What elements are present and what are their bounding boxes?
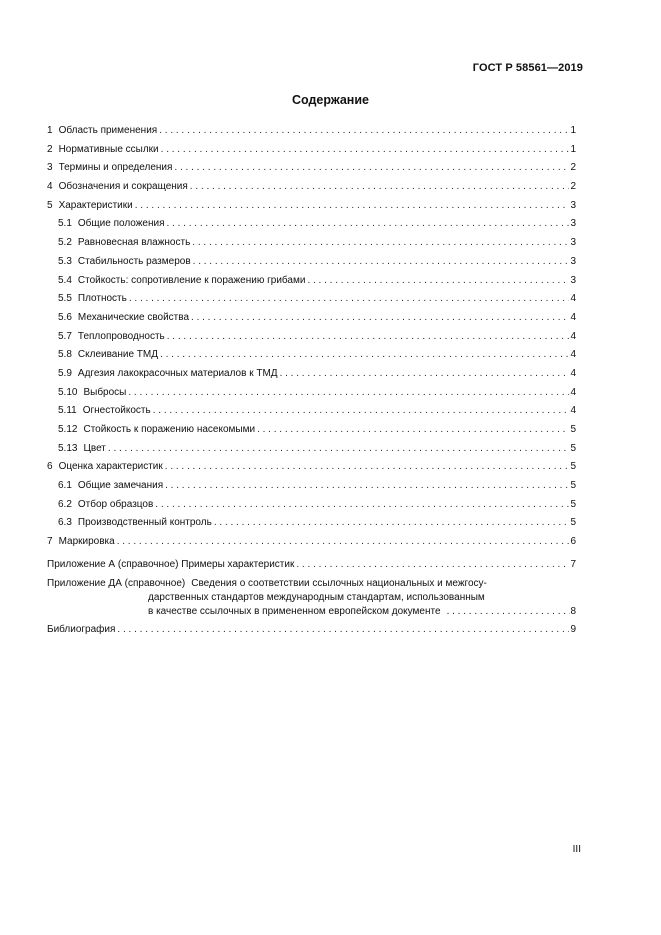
toc-entry-number: 5.1 (58, 218, 72, 230)
toc-entry-number: 6.1 (58, 480, 72, 492)
toc-entry-page: 4 (570, 367, 576, 379)
toc-entry-label: Термины и определения (58, 162, 173, 174)
page-title: Содержание (291, 93, 369, 107)
toc-entry-number: 5 (47, 199, 53, 211)
toc-entry[interactable] (47, 516, 576, 535)
toc-entry-page: 3 (570, 274, 576, 286)
toc-entry-label-line2: дарственных стандартов международным стандартам, использованным (148, 591, 485, 603)
toc-entry-number: 5.6 (58, 311, 72, 323)
toc-entry-number: 5.9 (58, 367, 72, 379)
toc-entry-page: 4 (570, 386, 576, 398)
toc-leader-dots (190, 236, 569, 249)
toc-entry-page: 5 (570, 498, 576, 510)
toc-entry-bibliography[interactable] (47, 623, 576, 642)
toc-entry-label-line1: Сведения о соответствии ссылочных национальных и межгосу- (191, 577, 487, 589)
toc-entry-page: 3 (570, 237, 576, 249)
toc-entry-number: 5.4 (58, 274, 72, 286)
document-code: ГОСТ Р 58561—2019 (472, 62, 583, 74)
toc-entry-page: 4 (570, 330, 576, 342)
toc-entry-page: 7 (570, 558, 576, 570)
toc-entry-number: 1 (47, 125, 53, 136)
toc-entry-page: 5 (570, 424, 576, 435)
toc-leader-dots (172, 161, 569, 174)
toc-entry[interactable] (47, 236, 576, 255)
toc-entry-prefix: Приложение ДА (справочное) (47, 577, 186, 589)
toc-entry-page: 3 (570, 218, 576, 230)
toc-leader-dots (126, 386, 569, 399)
toc-leader-dots (294, 558, 569, 571)
toc-entry[interactable] (47, 479, 576, 498)
toc-entry-label: Отбор образцов (77, 498, 154, 510)
toc-entry-label: Общие замечания (77, 480, 164, 492)
toc-leader-dots (127, 292, 570, 305)
toc-entry-number: 5.2 (58, 237, 72, 249)
toc-entry-number: 5.3 (58, 255, 72, 267)
toc-leader-dots (165, 330, 570, 343)
toc-leader-dots (163, 479, 569, 492)
toc-entry-page: 1 (570, 143, 576, 155)
toc-entry-appendix-da[interactable] (47, 577, 576, 624)
toc-entry[interactable] (47, 217, 576, 236)
toc-entry-page: 1 (570, 125, 576, 136)
toc-entry-label: Склеивание ТМД (77, 349, 159, 361)
toc-entry-page: 8 (570, 605, 576, 617)
toc-entry-number: 5.10 (58, 386, 78, 398)
toc-entry-page: 4 (570, 349, 576, 361)
toc-leader-dots (188, 180, 570, 193)
toc-entry[interactable] (47, 423, 576, 442)
toc-entry-page: 9 (570, 624, 576, 636)
toc-leader-dots (212, 516, 570, 529)
toc-entry-number: 7 (47, 536, 53, 548)
toc-entry-label: Производственный контроль (77, 517, 212, 529)
toc-entry[interactable] (47, 558, 576, 577)
toc-entry[interactable] (47, 330, 576, 349)
toc-entry-label: Стабильность размеров (77, 255, 191, 267)
toc-leader-dots (133, 199, 570, 212)
toc-entry[interactable] (47, 124, 576, 143)
toc-entry-page: 2 (570, 181, 576, 193)
toc-leader-dots (151, 404, 570, 417)
toc-entry-page: 5 (570, 480, 576, 492)
toc-entry-number: 5.13 (58, 442, 78, 454)
toc-entry[interactable] (47, 180, 576, 199)
toc-entry[interactable] (47, 498, 576, 517)
toc-entry-label: Область применения (58, 125, 158, 136)
toc-entry[interactable] (47, 442, 576, 461)
toc-entry-label-line3: в качестве ссылочных в примененном европейском документе (148, 605, 441, 617)
toc-entry-page: 6 (570, 536, 576, 548)
toc-entry[interactable] (47, 292, 576, 311)
toc-leader-dots (157, 124, 569, 137)
toc-leader-dots (158, 348, 569, 361)
toc-entry-number: 6 (47, 461, 53, 473)
toc-entry-label: Маркировка (58, 536, 115, 548)
toc-entry-label: Общие положения (77, 218, 165, 230)
toc-entry-page: 4 (570, 293, 576, 305)
toc-entry-page: 3 (570, 255, 576, 267)
toc-entry[interactable] (47, 367, 576, 386)
toc-entry[interactable] (47, 404, 576, 423)
toc-entry-label: Адгезия лакокрасочных материалов к ТМД (77, 367, 278, 379)
toc-entry-number: 6.2 (58, 498, 72, 510)
toc-entry-page: 4 (570, 311, 576, 323)
toc-entry-page: 5 (570, 442, 576, 454)
toc-entry-label: Механические свойства (77, 311, 190, 323)
toc-entry-label: Характеристики (58, 199, 133, 211)
toc-entry-label: Оценка характеристик (58, 461, 163, 473)
toc-entry[interactable] (47, 535, 576, 554)
toc-leader-dots (163, 460, 570, 473)
toc-entry-number: 4 (47, 181, 53, 193)
toc-leader-dots (115, 623, 569, 636)
toc-entry[interactable] (47, 460, 576, 479)
toc-entry-number: 5.8 (58, 349, 72, 361)
toc-leader-dots (441, 605, 571, 618)
toc-entry-number: 5.11 (58, 405, 77, 417)
toc-entry-page: 3 (570, 199, 576, 211)
toc-leader-dots (305, 274, 569, 287)
toc-entry-label: Библиография (47, 624, 116, 636)
toc-entry-number: 5.7 (58, 330, 72, 342)
toc-entry-label: Выбросы (83, 386, 127, 398)
toc-entry-page: 2 (570, 162, 576, 174)
toc-leader-dots (106, 442, 570, 455)
toc-entry-number: 5.12 (58, 424, 78, 435)
toc-leader-dots (165, 217, 570, 230)
toc-entry[interactable] (47, 386, 576, 405)
table-of-contents (47, 124, 576, 642)
toc-entry[interactable] (47, 143, 576, 162)
toc-entry-label: Стойкость к поражению насекомыми (83, 424, 256, 435)
toc-entry[interactable] (47, 274, 576, 293)
toc-entry[interactable] (47, 199, 576, 218)
toc-entry-page: 5 (570, 461, 576, 473)
toc-entry-label: Теплопроводность (77, 330, 165, 342)
page-number: III (572, 844, 581, 855)
toc-entry-number: 3 (47, 162, 53, 174)
toc-entry-number: 6.3 (58, 517, 72, 529)
toc-entry-label: Плотность (77, 293, 127, 305)
toc-leader-dots (278, 367, 570, 380)
toc-entry-page: 5 (570, 517, 576, 529)
toc-leader-dots (191, 255, 570, 268)
toc-entry-label: Стойкость: сопротивление к поражению грибами (77, 274, 306, 286)
toc-entry[interactable] (47, 348, 576, 367)
toc-entry-label: Огнестойкость (82, 405, 151, 417)
toc-entry[interactable] (47, 255, 576, 274)
toc-entry-number: 2 (47, 143, 53, 155)
toc-entry[interactable] (47, 161, 576, 180)
toc-leader-dots (115, 535, 570, 548)
toc-entry-number: 5.5 (58, 293, 72, 305)
toc-leader-dots (153, 498, 569, 511)
toc-entry-page: 4 (570, 405, 576, 417)
toc-entry[interactable] (47, 311, 576, 330)
toc-entry-label: Приложение А (справочное) Примеры характеристик (47, 558, 295, 570)
toc-entry-label: Равновесная влажность (77, 237, 191, 249)
toc-entry-label: Обозначения и сокращения (58, 181, 188, 193)
toc-leader-dots (159, 143, 570, 156)
toc-leader-dots (255, 423, 569, 436)
toc-entry-label: Цвет (83, 442, 106, 454)
toc-leader-dots (189, 311, 569, 324)
toc-entry-label: Нормативные ссылки (58, 143, 159, 155)
